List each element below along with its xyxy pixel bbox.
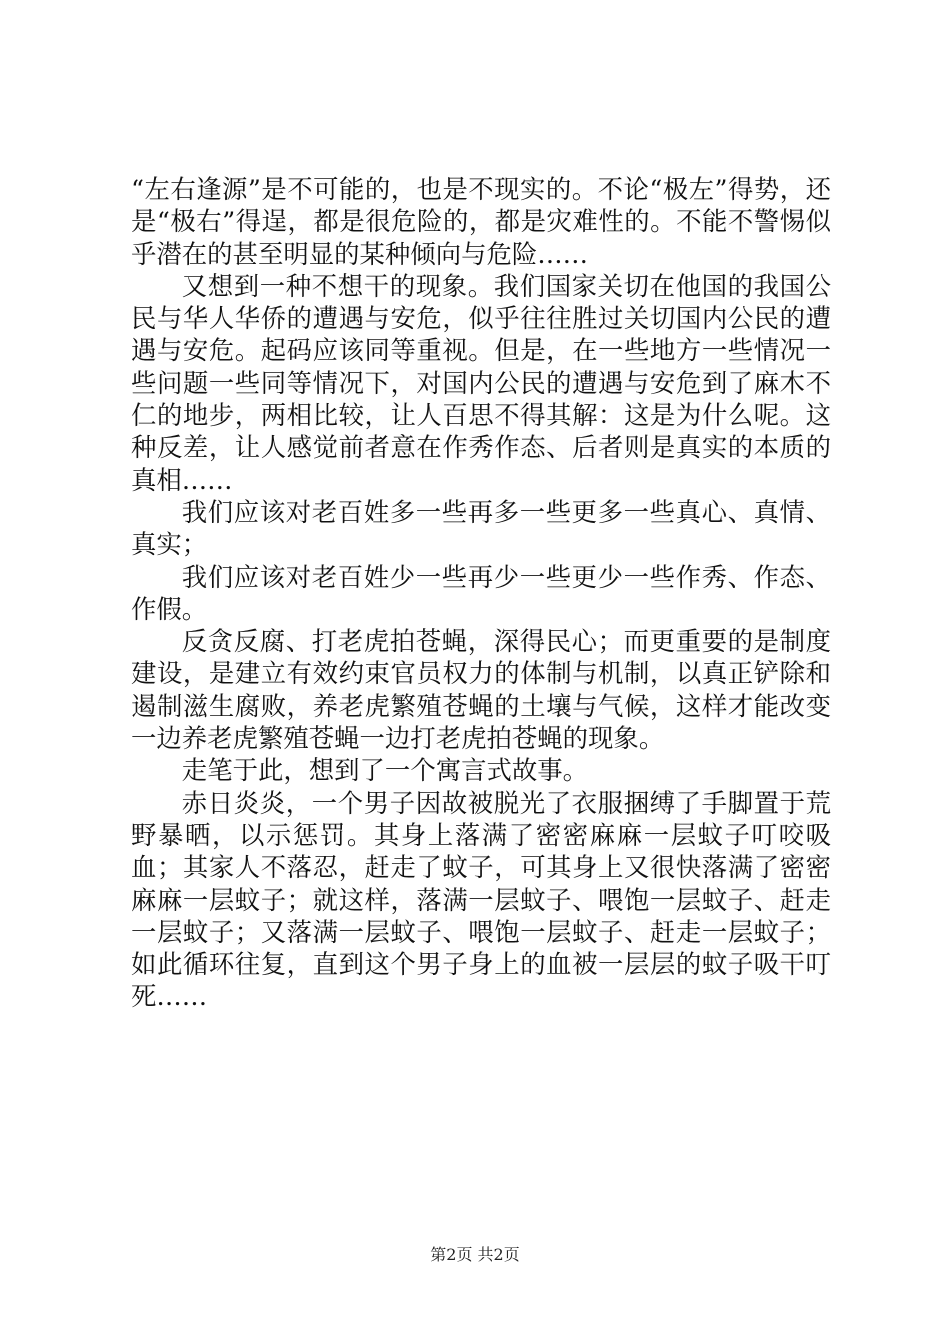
page-number: 第2页 共2页: [430, 1245, 520, 1264]
paragraph-7: 赤日炎炎，一个男子因故被脱光了衣服捆缚了手脚置于荒野暴晒，以示惩罚。其身上落满了密密麻麻一层蚊子叮咬吸血；其家人不落忍，赶走了蚊子，可其身上又很快落满了密密麻麻一层蚊子；就这样，落满一层蚊子、喂饱一层蚊子、赶走一层蚊子；又落满一层蚊子、喂饱一层蚊子、赶走一层蚊子；如此循环往复，直到这个男子身上的血被一层层的蚊子吸干叮死……: [131, 787, 831, 1012]
paragraph-1: “左右逢源”是不可能的，也是不现实的。不论“极左”得势，还是“极右”得逞，都是很危险的，都是灾难性的。不能不警惕似乎潜在的甚至明显的某种倾向与危险……: [131, 174, 831, 269]
document-body: [131, 173, 831, 1013]
paragraph-6: 走笔于此，想到了一个寓言式故事。: [181, 755, 589, 786]
paragraph-2: 又想到一种不想干的现象。我们国家关切在他国的我国公民与华人华侨的遭遇与安危，似乎往往胜过关切国内公民的遭遇与安危。起码应该同等重视。但是，在一些地方一些情况一些问题一些同等情况下，对国内公民的遭遇与安危到了麻木不仁的地步，两相比较，让人百思不得其解：这是为什么呢。这种反差，让人感觉前者意在作秀作态、后者则是真实的本质的真相……: [131, 270, 831, 495]
paragraph-5: 反贪反腐、打老虎拍苍蝇，深得民心；而更重要的是制度建设，是建立有效约束官员权力的体制与机制，以真正铲除和遏制滋生腐败，养老虎繁殖苍蝇的土壤与气候，这样才能改变一边养老虎繁殖苍蝇一边打老虎拍苍蝇的现象。: [131, 626, 831, 754]
paragraph-3: 我们应该对老百姓多一些再多一些更多一些真心、真情、真实；: [131, 496, 831, 560]
paragraph-4: 我们应该对老百姓少一些再少一些更少一些作秀、作态、作假。: [131, 561, 831, 624]
page-footer: [0, 1245, 950, 1265]
